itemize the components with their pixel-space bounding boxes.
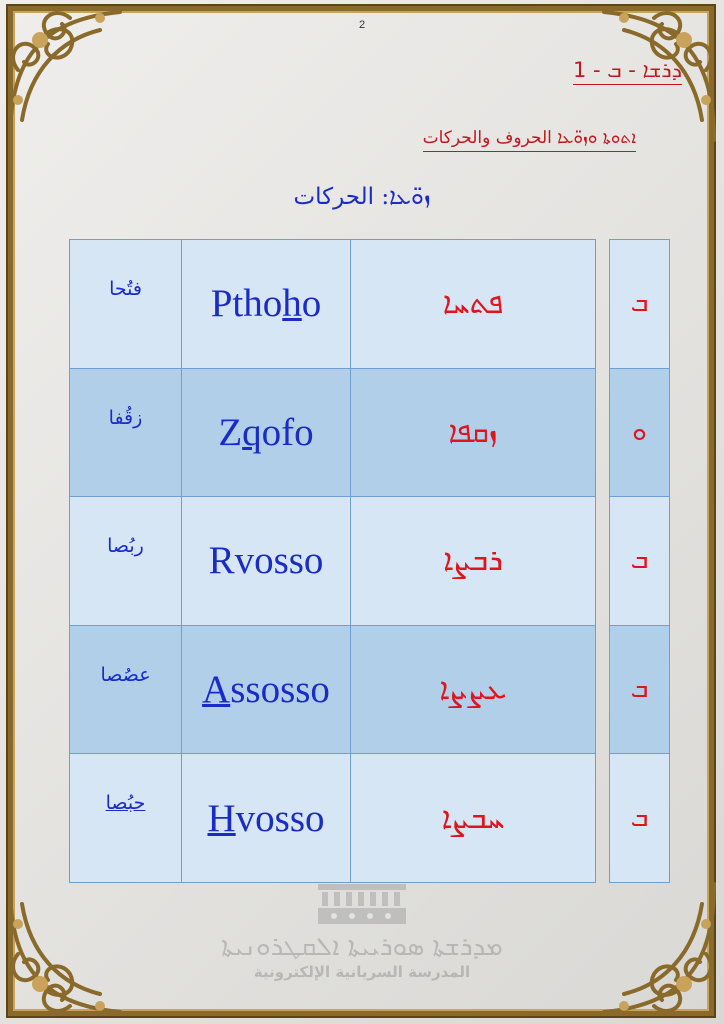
latin-name-cell (182, 368, 351, 497)
table-row (610, 368, 670, 497)
vowel-symbol: ܒ (610, 625, 670, 754)
arabic-name-cell (70, 368, 182, 497)
latin-name-cell (182, 240, 351, 369)
latin-name-underlined: A (202, 668, 231, 712)
arabic-name: حبُصا (105, 792, 146, 815)
latin-name-underlined: h (282, 282, 302, 326)
syriac-name: ܪܒܨܐ (443, 543, 503, 579)
arabic-name: فتُحا (109, 278, 142, 300)
table-row (610, 625, 670, 754)
arabic-name: زقُفا (108, 406, 143, 429)
logo-arabic-text: المدرسة السريانية الإلكترونية (253, 963, 471, 981)
vowel-symbol: ܒ (610, 240, 670, 369)
latin-name-part: ssosso (230, 668, 330, 712)
arabic-name-cell (70, 754, 182, 883)
vowel-symbol: ܒ (610, 497, 670, 626)
subtitle: ܙܘ̈ܥܐ: الحركات (293, 184, 431, 210)
page-number: 2 (358, 19, 366, 31)
latin-name-underlined: H (207, 796, 236, 840)
syriac-name-cell (351, 497, 596, 626)
syriac-name-cell (351, 754, 596, 883)
latin-name-part: vosso (235, 796, 325, 840)
arabic-name-cell (70, 240, 182, 369)
table-row (610, 754, 670, 883)
latin-name-part: Ptho (210, 282, 283, 326)
table-row (70, 497, 596, 626)
arabic-name: عصُصا (100, 663, 151, 686)
table-row (70, 625, 596, 754)
latin-name-part: o (301, 282, 322, 326)
syriac-name-cell (351, 368, 596, 497)
vowel-symbol: ܘ (610, 368, 670, 497)
latin-name-cell (182, 754, 351, 883)
table-row (610, 240, 670, 369)
table-row (70, 240, 596, 369)
table-row (70, 754, 596, 883)
syriac-name-cell (351, 240, 596, 369)
logo-syriac-text: ܡܕܪܫܬܐ ܣܘܪܝܝܬܐ ܐܠܩܛܪܘܢܝܬܐ (221, 932, 503, 962)
latin-name-underlined: q (242, 410, 262, 454)
vowels-table (69, 239, 596, 883)
latin-name-cell (182, 625, 351, 754)
school-logo (0, 880, 724, 981)
latin-name-part: Rvosso (208, 539, 324, 583)
section-title (0, 128, 636, 148)
syriac-name: ܚܒܨܐ (441, 800, 505, 836)
latin-name-part: ofo (261, 410, 314, 454)
arabic-name-cell (70, 625, 182, 754)
lesson-reference-text: ܕܪܫܐ - ܒ - 1 (573, 58, 682, 85)
syriac-name-cell (351, 625, 596, 754)
vowel-symbol: ܒ (610, 754, 670, 883)
school-building-icon (314, 880, 410, 926)
lesson-reference (0, 58, 682, 83)
latin-name-cell (182, 497, 351, 626)
vowel-symbols-table (609, 239, 670, 883)
syriac-name: ܥܨܨܐ (439, 672, 507, 708)
syriac-name: ܦܬܚܐ (442, 286, 504, 322)
table-row (70, 368, 596, 497)
table-row (610, 497, 670, 626)
latin-name-part: Z (218, 410, 243, 454)
arabic-name-cell (70, 497, 182, 626)
arabic-name: ربُصا (107, 535, 144, 558)
section-title-text: ܐܬܘܬܐ ܘܙܘ̈ܥܐ الحروف والحركات (423, 128, 636, 152)
syriac-name: ܙܩܦܐ (448, 414, 498, 450)
